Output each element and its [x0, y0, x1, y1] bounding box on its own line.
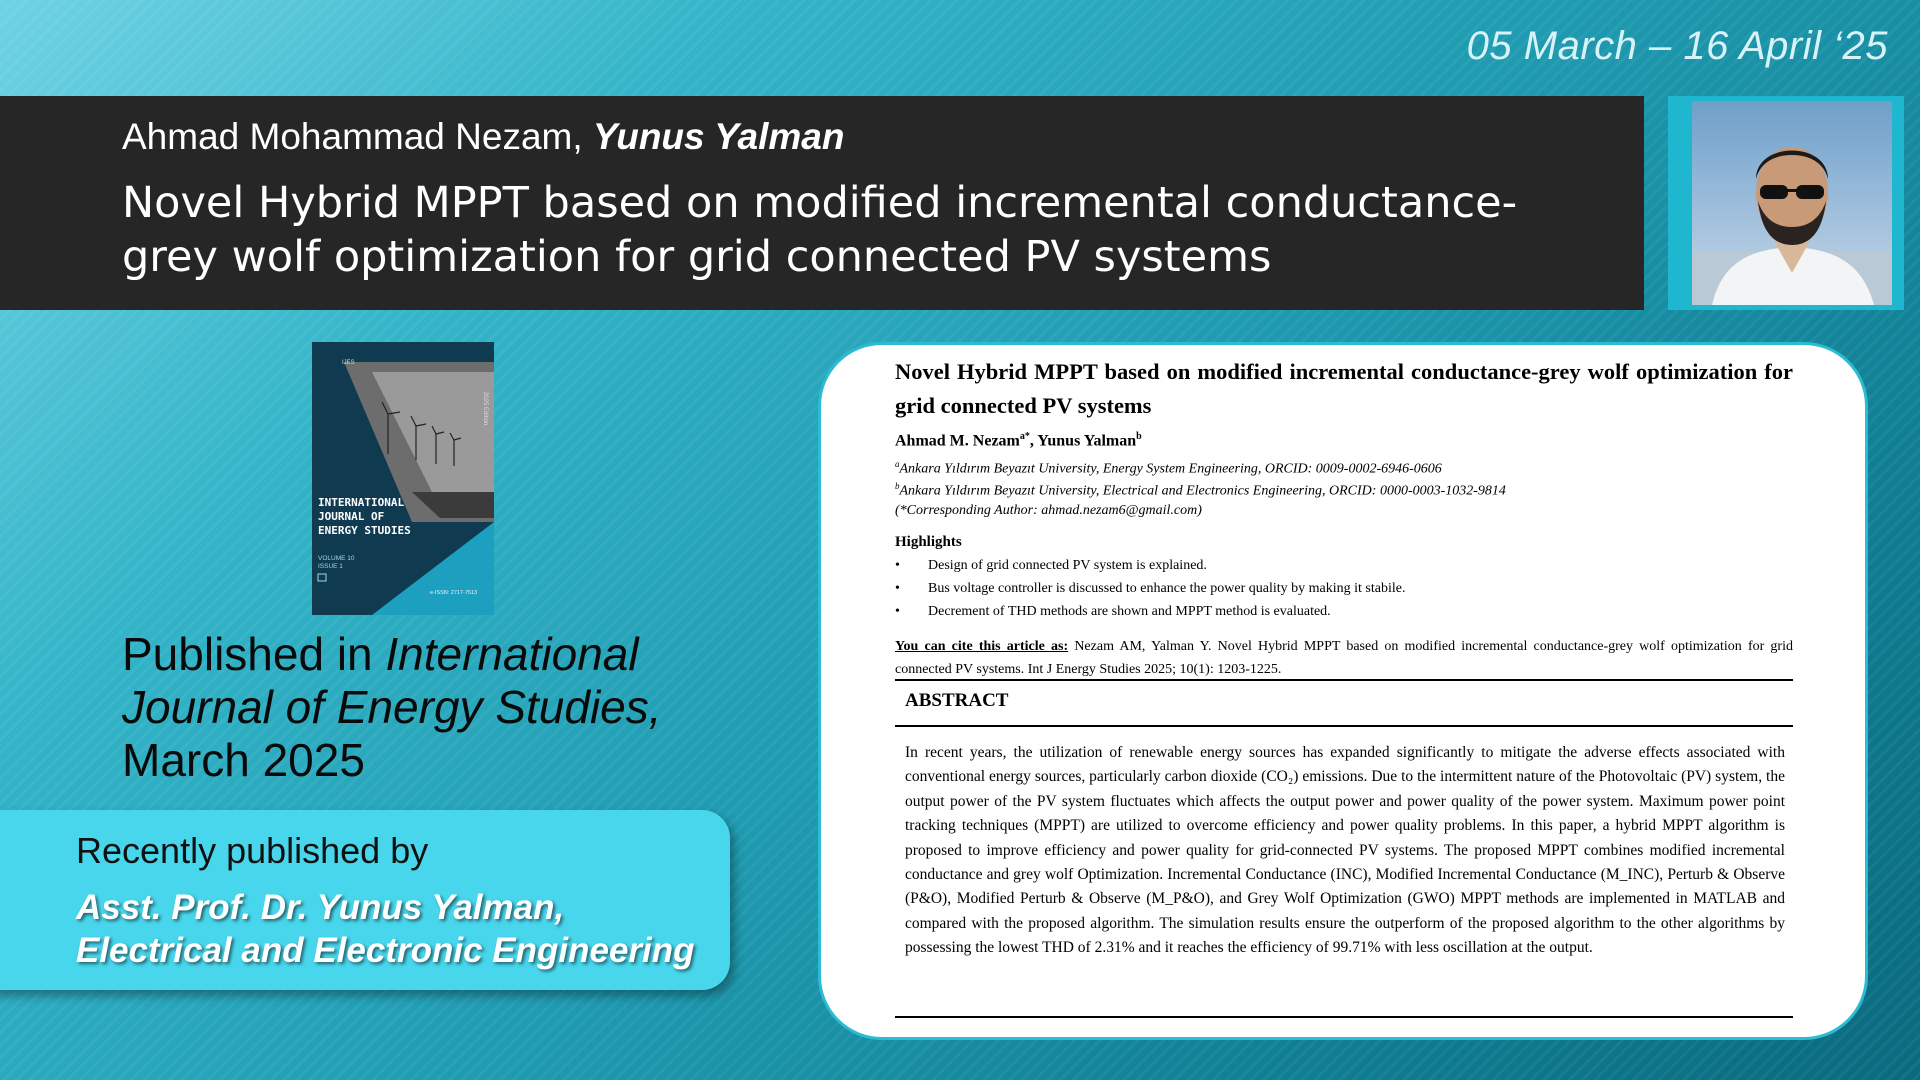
title-banner	[0, 96, 1644, 310]
published-in	[122, 628, 762, 787]
aff-b-sup: b	[895, 481, 900, 491]
abstract-text: In recent years, the utilization of renewable energy sources has expanded significantly to mitigate the adverse effects associated with conventional energy sources, particularly carbon dioxide (CO₂) emissions. Due to the intermittent nature of the Photovoltaic (PV) system, the output power of the PV system fluctuates which affects the output power and power quality of the power system. Maximum power point tracking techniques (MPPT) are utilized to overcome efficiency and power quality problems. In this paper, a hybrid MPPT algorithm is proposed to improve efficiency and power quality for grid-connected PV systems. The proposed MPPT combines modified incremental conductance and grey wolf Optimization. Incremental Conductance (INC), Modified Incremental Conductance (M_INC), Perturb & Observe (P&O), Modified Perturb & Observe (M_P&O), and Grey Wolf Optimization (GWO) MPPT methods are implemented in MATLAB and compared with the proposed algorithm. The simulation results ensure the outperform of the proposed algorithm to the other algorithms by possessing the lowest THD of 2.31% and it reaches the efficiency of 99.71% with less oscillation at the output.	[905, 744, 1785, 957]
bullet-icon: •	[895, 581, 900, 596]
paper-title: Novel Hybrid MPPT based on modified incremental conductance-grey wolf optimization for grid connected PV systems	[895, 359, 1793, 418]
banner-authors	[122, 116, 844, 158]
published-journal: International Journal of Energy Studies,	[122, 628, 662, 733]
journal-cover	[312, 342, 494, 615]
cite-label: You can cite this article as:	[895, 639, 1069, 654]
cover-issue: ISSUE 1	[318, 563, 343, 570]
recently-published-box	[0, 810, 730, 990]
recent-name-line1: Asst. Prof. Dr. Yunus Yalman,	[76, 888, 565, 927]
first-author: Ahmad Mohammad Nezam,	[122, 116, 583, 157]
banner-title: Novel Hybrid MPPT based on modified incremental conductance-grey wolf optimization for grid connected PV systems	[122, 178, 1518, 282]
paper-author-2-sup: b	[1136, 431, 1142, 442]
divider	[895, 725, 1793, 727]
paper-highlights-heading: Highlights	[895, 534, 962, 550]
highlight-text: Bus voltage controller is discussed to enhance the power quality by making it stabile.	[928, 581, 1406, 596]
recent-name-line2: Electrical and Electronic Engineering	[76, 931, 695, 970]
paper-affiliation-b	[895, 481, 1506, 500]
divider	[895, 1016, 1793, 1018]
paper-author-2: Yunus Yalman	[1037, 432, 1137, 450]
recent-name	[76, 886, 695, 972]
highlight-item	[895, 581, 1405, 597]
paper-citation	[895, 635, 1793, 681]
cover-volume: VOLUME 10	[318, 555, 355, 562]
aff-b-text: Ankara Yıldırım Beyazıt University, Electrical and Electronics Engineering, ORCID: 0000-0003-1032-9814	[899, 483, 1506, 499]
abstract-heading: ABSTRACT	[905, 690, 1009, 711]
paper-author-sep: ,	[1029, 432, 1038, 450]
paper-corresponding: (*Corresponding Author: ahmad.nezam6@gmail.com)	[895, 503, 1202, 518]
bullet-icon: •	[895, 604, 900, 619]
date-range: 05 March – 16 April ‘25	[1466, 24, 1888, 68]
published-date: March 2025	[122, 734, 365, 786]
divider	[895, 679, 1793, 681]
aff-a-text: Ankara Yıldırım Beyazıt University, Energy System Engineering, ORCID: 0009-0002-6946-0606	[899, 461, 1442, 477]
highlight-item	[895, 604, 1331, 620]
published-prefix: Published in	[122, 628, 386, 680]
highlight-text: Decrement of THD methods are shown and MPPT method is evaluated.	[928, 604, 1331, 619]
paper-author-1: Ahmad M. Nezam	[895, 432, 1020, 450]
cite-text: Nezam AM, Yalman Y. Novel Hybrid MPPT based on modified incremental conductance-grey wolf optimization for grid connected PV systems. Int J Energy Studies 2025; 10(1): 1203-1225.	[895, 639, 1793, 677]
cover-publisher-mark: IJES	[342, 360, 355, 366]
cover-journal-name: INTERNATIONAL JOURNAL OF ENERGY STUDIES	[318, 496, 411, 537]
paper-author-1-sup: a*	[1019, 431, 1030, 442]
highlight-item	[895, 558, 1207, 574]
author-photo-frame	[1668, 96, 1904, 310]
paper-preview	[818, 342, 1868, 1040]
paper-authors	[895, 431, 1142, 450]
author-photo	[1692, 101, 1892, 305]
bullet-icon: •	[895, 558, 900, 573]
paper-affiliation-a	[895, 459, 1442, 478]
second-author: Yunus Yalman	[592, 116, 845, 157]
cover-year: 2025 Edition	[482, 392, 488, 426]
aff-a-sup: a	[895, 459, 900, 469]
cover-issn: e-ISSN: 2717-7513	[430, 590, 478, 596]
highlight-text: Design of grid connected PV system is explained.	[928, 558, 1207, 573]
recent-label: Recently published by	[76, 830, 429, 871]
